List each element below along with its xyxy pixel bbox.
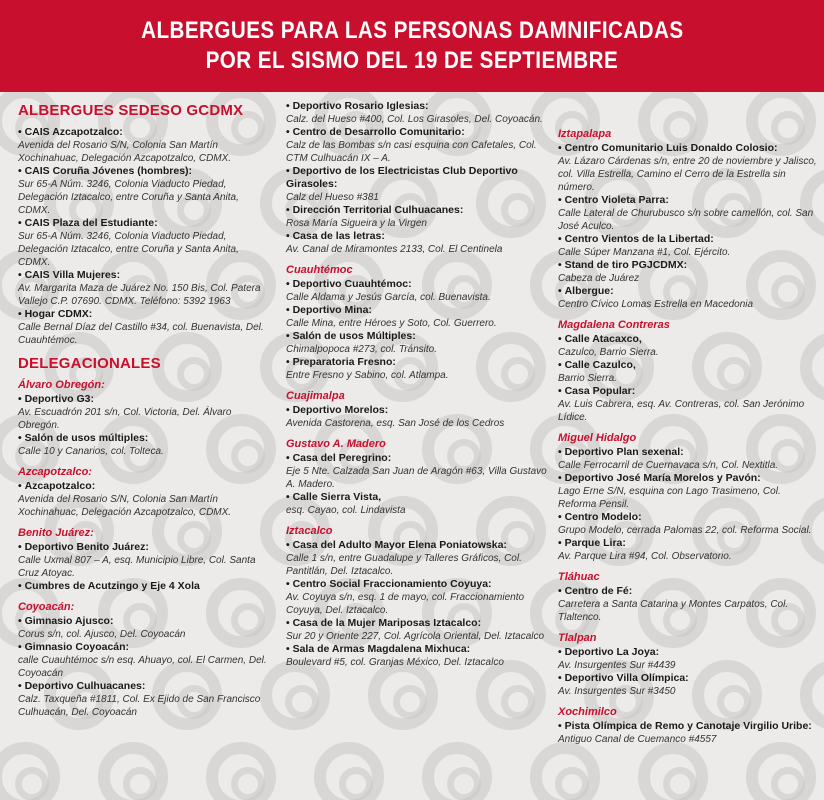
- shelter-name: • Centro Social Fraccionamiento Coyuya:: [286, 578, 492, 590]
- shelter-entry: [18, 541, 270, 580]
- shelter-entry: [558, 194, 820, 233]
- shelter-name: • Cumbres de Acutzingo y Eje 4 Xola: [18, 580, 200, 592]
- header-title-line1: ALBERGUES PARA LAS PERSONAS DAMNIFICADAS: [140, 17, 684, 44]
- shelter-address: Calle Ferrocarril de Cuernavaca s/n, Col. Nextitla.: [558, 460, 779, 471]
- shelter-address: Sur 65-A Núm. 3246, Colonia Viaducto Piedad, Delegación Iztacalco, entre Coruña y Santa Anita, CDMX.: [18, 179, 239, 216]
- shelter-name: • Sala de Armas Magdalena Mixhuca:: [286, 643, 470, 655]
- shelter-name: • Stand de tiro PGJCDMX:: [558, 259, 687, 271]
- shelter-entry: [286, 100, 548, 126]
- shelter-name: • Dirección Territorial Culhuacanes:: [286, 204, 463, 216]
- shelter-entry: [286, 278, 548, 304]
- shelter-entry: [558, 333, 820, 359]
- shelter-address: esq. Cayao, col. Lindavista: [286, 505, 406, 516]
- shelter-entry: [18, 432, 270, 458]
- region-cuajimalpa: Cuajimalpa: [286, 390, 345, 402]
- shelter-address: Avenida Castorena, esq. San José de los Cedros: [286, 418, 505, 429]
- shelter-name: • Centro de Desarrollo Comunitario:: [286, 126, 465, 138]
- region-miguel-hidalgo: Miguel Hidalgo: [558, 432, 637, 444]
- shelter-address: Avenida del Rosario S/N, Colonia San Martín Xochinahuac, Delegación Azcapotzalco, CDMX.: [18, 494, 232, 518]
- region-iztacalco: Iztacalco: [286, 525, 333, 537]
- watermark-logo: [0, 742, 60, 800]
- shelter-name: • Pista Olímpica de Remo y Canotaje Virgilio Uribe:: [558, 720, 812, 732]
- shelter-address: Calle Uxmal 807 – A, esq. Municipio Libre, Col. Santa Cruz Atoyac.: [18, 555, 256, 579]
- shelter-entry: [558, 511, 820, 537]
- shelter-name: • Parque Lira:: [558, 537, 626, 549]
- shelter-address: Eje 5 Nte. Calzada San Juan de Aragón #63, Villa Gustavo A. Madero.: [286, 466, 547, 490]
- shelter-address: Grupo Modelo, cerrada Palomas 22, col. Reforma Social.: [558, 525, 812, 536]
- shelter-address: Boulevard #5, col. Granjas México, Del. Iztacalco: [286, 657, 504, 668]
- section-title-sedeso: ALBERGUES SEDESO GCDMX: [18, 102, 244, 119]
- shelter-address: Lago Erne S/N, esquina con Lago Trasimeno, Col. Reforma Pensil.: [558, 486, 781, 510]
- shelter-address: Corus s/n, col. Ajusco, Del. Coyoacán: [18, 629, 186, 640]
- shelter-name: • Casa de la Mujer Mariposas Iztacalco:: [286, 617, 481, 629]
- shelter-name: • Gimnasio Coyoacán:: [18, 641, 129, 653]
- sedeso-list: [18, 126, 270, 347]
- shelter-entry: [286, 539, 548, 578]
- shelter-address: Calle 1 s/n, entre Guadalupe y Talleres Gráficos, Col. Pantitlán, Del. Iztacalco.: [286, 553, 522, 577]
- region-tlahuac: Tláhuac: [558, 571, 600, 583]
- shelter-name: • Salón de usos múltiples:: [18, 432, 148, 444]
- shelter-name: • Salón de usos Múltiples:: [286, 330, 416, 342]
- shelter-address: Centro Cívico Lomas Estrella en Macedonia: [558, 299, 754, 310]
- column-2: [286, 100, 548, 669]
- shelter-entry: [286, 126, 548, 165]
- shelter-name: • Calle Sierra Vista,: [286, 491, 381, 503]
- shelter-name: • Centro Vientos de la Libertad:: [558, 233, 714, 245]
- shelter-entry: [286, 330, 548, 356]
- shelter-name: • Casa del Peregrino:: [286, 452, 391, 464]
- shelter-name: • Deportivo Benito Juárez:: [18, 541, 149, 553]
- shelter-entry: [18, 680, 270, 719]
- shelter-entry: [286, 617, 548, 643]
- shelter-entry: [558, 672, 820, 698]
- shelter-address: Calle Súper Manzana #1, Col. Ejército.: [558, 247, 731, 258]
- shelter-address: Av. Coyuya s/n, esq. 1 de mayo, col. Fraccionamiento Coyuya, Del. Iztacalco.: [286, 592, 525, 616]
- shelter-name: • CAIS Coruña Jóvenes (hombres):: [18, 165, 192, 177]
- watermark-logo: [98, 742, 168, 800]
- region-benito-juarez: Benito Juárez:: [18, 527, 94, 539]
- shelter-name: • Gimnasio Ajusco:: [18, 615, 113, 627]
- cuauhtemoc-list: [286, 278, 548, 382]
- shelter-entry: [18, 641, 270, 680]
- gustavo-a-madero-list: [286, 452, 548, 517]
- region-cuauhtemoc: Cuauhtémoc: [286, 264, 353, 276]
- shelter-entry: [558, 646, 820, 672]
- shelter-address: Av. Canal de Miramontes 2133, Col. El Centinela: [286, 244, 503, 255]
- shelter-name: • Casa de las letras:: [286, 230, 385, 242]
- shelter-name: • Deportivo La Joya:: [558, 646, 659, 658]
- shelter-address: Antiguo Canal de Cuemanco #4557: [558, 734, 717, 745]
- shelter-name: • Deportivo Culhuacanes:: [18, 680, 145, 692]
- watermark-logo: [530, 742, 600, 800]
- shelter-address: Cazulco, Barrio Sierra.: [558, 347, 659, 358]
- shelter-address: Av. Insurgentes Sur #3450: [558, 686, 676, 697]
- region-iztapalapa: Iztapalapa: [558, 128, 612, 140]
- shelter-entry: [558, 259, 820, 285]
- shelter-entry: [558, 359, 820, 385]
- magdalena-contreras-list: [558, 333, 820, 424]
- iztacalco-list: [286, 539, 548, 669]
- header-title-line2: POR EL SISMO DEL 19 DE SEPTIEMBRE: [205, 47, 619, 74]
- region-xochimilco: Xochimilco: [558, 706, 617, 718]
- shelter-address: Chimalpopoca #273, col. Tránsito.: [286, 344, 438, 355]
- region-azcapotzalco: Azcapotzalco:: [18, 466, 92, 478]
- shelter-address: Avenida del Rosario S/N, Colonia San Martín Xochinahuac, Delegación Azcapotzalco, CDMX.: [18, 140, 232, 164]
- shelter-entry: [286, 452, 548, 491]
- shelter-entry: [558, 446, 820, 472]
- shelter-entry: [558, 472, 820, 511]
- shelter-address: calle Cuauhtémoc s/n esq. Ahuayo, col. El Carmen, Del. Coyoacán: [18, 655, 267, 679]
- shelter-address: Calz. Taxqueña #1811, Col. Ex Ejido de San Francisco Culhuacán, Del. Coyoacán: [18, 694, 261, 718]
- shelter-entry: [18, 217, 270, 269]
- shelter-address: Calle Bernal Díaz del Castillo #34, col. Buenavista, Del. Cuauhtémoc.: [18, 322, 264, 346]
- shelter-entry: [286, 404, 548, 430]
- shelter-entry: [18, 480, 270, 519]
- shelter-entry: [558, 142, 820, 194]
- shelter-name: • Deportivo Plan sexenal:: [558, 446, 684, 458]
- shelter-name: • Centro Comunitario Luis Donaldo Colosio:: [558, 142, 778, 154]
- shelter-name: • Preparatoria Fresno:: [286, 356, 396, 368]
- shelter-address: Carretera a Santa Catarina y Montes Carpatos, Col. Tlaltenco.: [558, 599, 789, 623]
- shelter-entry: [286, 491, 548, 517]
- shelter-entry: [286, 204, 548, 230]
- shelter-entry: [558, 233, 820, 259]
- alvaro-list: [18, 393, 270, 458]
- region-tlalpan: Tlalpan: [558, 632, 597, 644]
- shelter-address: Av. Margarita Maza de Juárez No. 150 Bis, Col. Patera Vallejo C.P. 07690. CDMX. Teléfono: 5392 1963: [18, 283, 261, 307]
- shelter-name: • CAIS Azcapotzalco:: [18, 126, 123, 138]
- shelter-entry: [558, 537, 820, 563]
- column-3: [558, 100, 820, 746]
- shelter-name: • Deportivo Morelos:: [286, 404, 388, 416]
- shelter-entry: [286, 356, 548, 382]
- shelter-name: • Albergue:: [558, 285, 614, 297]
- shelter-entry: [18, 269, 270, 308]
- benito-juarez-list: [18, 541, 270, 593]
- shelter-name: • Deportivo Cuauhtémoc:: [286, 278, 412, 290]
- shelter-entry: [18, 126, 270, 165]
- shelter-address: Calz del Hueso #381: [286, 192, 379, 203]
- shelter-address: Cabeza de Juárez: [558, 273, 640, 284]
- shelter-address: Av. Insurgentes Sur #4439: [558, 660, 676, 671]
- watermark-logo: [638, 742, 708, 800]
- shelter-name: • Centro Modelo:: [558, 511, 642, 523]
- shelter-address: Calle Aldama y Jesús García, col. Buenavista.: [286, 292, 491, 303]
- shelter-entry: [18, 615, 270, 641]
- shelter-address: Calle 10 y Canarios, col. Tolteca.: [18, 446, 164, 457]
- tlahuac-list: [558, 585, 820, 624]
- iztapalapa-list: [558, 142, 820, 311]
- tlalpan-list: [558, 646, 820, 698]
- shelter-entry: [558, 585, 820, 624]
- shelter-entry: [286, 230, 548, 256]
- shelter-name: • Hogar CDMX:: [18, 308, 92, 320]
- shelter-name: • Deportivo Rosario Iglesias:: [286, 100, 429, 112]
- shelter-address: Sur 65-A Núm. 3246, Colonia Viaducto Piedad, Delegación Iztacalco, entre Coruña y Santa Anita, CDMX.: [18, 231, 239, 268]
- shelter-entry: [18, 165, 270, 217]
- coyoacan-continued-list: [286, 100, 548, 256]
- shelter-name: • Calle Atacaxco,: [558, 333, 642, 345]
- shelter-entry: [18, 393, 270, 432]
- shelter-entry: [286, 643, 548, 669]
- shelter-name: • Deportivo Villa Olímpica:: [558, 672, 689, 684]
- shelter-name: • Azcapotzalco:: [18, 480, 95, 492]
- shelter-entry: [558, 385, 820, 424]
- header-banner: [0, 0, 824, 92]
- shelter-address: Calle Lateral de Churubusco s/n sobre camellón, col. San José Aculco.: [558, 208, 814, 232]
- shelter-address: Av. Luis Cabrera, esq. Av. Contreras, col. San Jerónimo Lídice.: [558, 399, 805, 423]
- region-alvaro-obregon: Álvaro Obregón:: [18, 379, 105, 391]
- shelter-entry: [286, 165, 548, 204]
- shelter-name: • Deportivo G3:: [18, 393, 94, 405]
- shelter-address: Sur 20 y Oriente 227, Col. Agrícola Oriental, Del. Iztacalco: [286, 631, 545, 642]
- shelter-address: Calz. del Hueso #400, Col. Los Girasoles, Del. Coyoacán.: [286, 114, 543, 125]
- watermark-logo: [260, 660, 330, 730]
- shelter-name: • Centro Violeta Parra:: [558, 194, 669, 206]
- shelter-address: Av. Parque Lira #94, Col. Observatorio.: [558, 551, 732, 562]
- shelter-name: • CAIS Villa Mujeres:: [18, 269, 120, 281]
- watermark-logo: [746, 742, 816, 800]
- shelter-address: Barrio Sierra.: [558, 373, 617, 384]
- region-gustavo-a-madero: Gustavo A. Madero: [286, 438, 386, 450]
- column-1: [18, 100, 270, 719]
- watermark-logo: [314, 742, 384, 800]
- coyoacan-list: [18, 615, 270, 719]
- region-magdalena-contreras: Magdalena Contreras: [558, 319, 670, 331]
- shelter-address: Calle Mina, entre Héroes y Soto, Col. Guerrero.: [286, 318, 497, 329]
- shelter-name: • Calle Cazulco,: [558, 359, 636, 371]
- shelter-name: • CAIS Plaza del Estudiante:: [18, 217, 158, 229]
- shelter-name: • Deportivo Mina:: [286, 304, 372, 316]
- shelter-name: • Deportivo José María Morelos y Pavón:: [558, 472, 761, 484]
- watermark-logo: [206, 742, 276, 800]
- shelter-address: Av. Lázaro Cárdenas s/n, entre 20 de noviembre y Jalisco, col. Villa Estrella, Camino el Cerro de la Estrella sin número.: [558, 156, 817, 193]
- shelter-name: • Deportivo de los Electricistas Club Deportivo Girasoles:: [286, 165, 518, 190]
- azcapotzalco-list: [18, 480, 270, 519]
- shelter-entry: [286, 578, 548, 617]
- miguel-hidalgo-list: [558, 446, 820, 563]
- shelter-entry: [18, 308, 270, 347]
- shelter-entry: [18, 580, 270, 593]
- shelter-address: Calz de las Bombas s/n casi esquina con Cafetales, Col. CTM Culhuacán IX – A.: [286, 140, 537, 164]
- cuajimalpa-list: [286, 404, 548, 430]
- shelter-address: Rosa María Sigueira y la Virgen: [286, 218, 427, 229]
- section-title-delegacionales: DELEGACIONALES: [18, 355, 161, 372]
- xochimilco-list: [558, 720, 820, 746]
- shelter-name: • Centro de Fé:: [558, 585, 632, 597]
- watermark-logo: [422, 742, 492, 800]
- shelter-name: • Casa Popular:: [558, 385, 635, 397]
- shelter-name: • Casa del Adulto Mayor Elena Poniatowska:: [286, 539, 507, 551]
- shelter-entry: [558, 285, 820, 311]
- watermark-logo: [476, 660, 546, 730]
- shelter-entry: [286, 304, 548, 330]
- shelter-address: Entre Fresno y Sabino, col. Atlampa.: [286, 370, 449, 381]
- region-coyoacan: Coyoacán:: [18, 601, 75, 613]
- watermark-logo: [368, 660, 438, 730]
- shelter-entry: [558, 720, 820, 746]
- shelter-address: Av. Escuadrón 201 s/n, Col. Victoria, Del. Álvaro Obregón.: [18, 407, 232, 431]
